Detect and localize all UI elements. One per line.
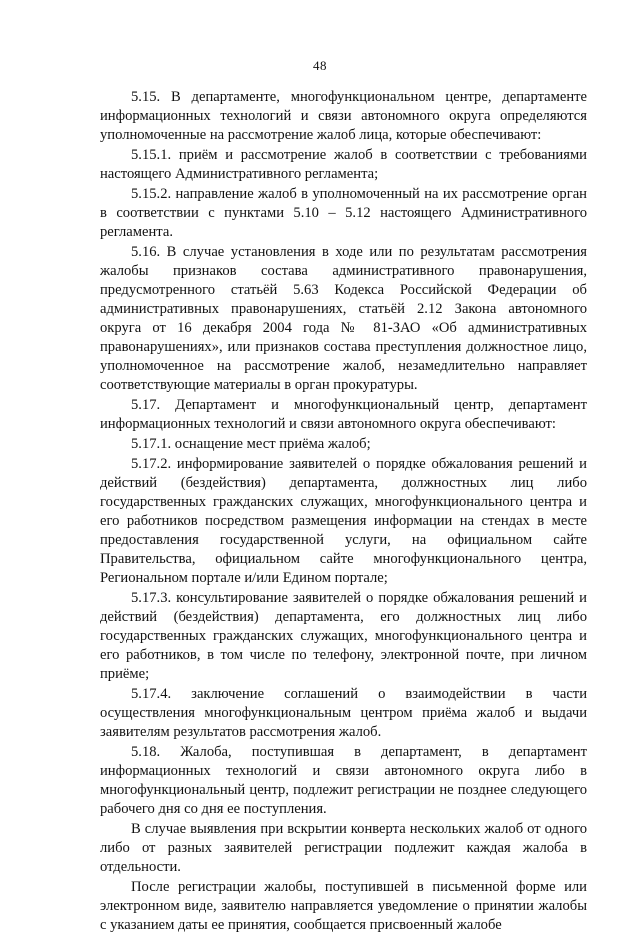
paragraph-5-17-1: 5.17.1. оснащение мест приёма жалоб; [131, 436, 371, 452]
paragraph-5-17: 5.17. Департамент и многофункциональный центр, департамент информационных технологий и связи автономного округа обеспечивают: [100, 397, 587, 432]
paragraph-5-15-1: 5.15.1. приём и рассмотрение жалоб в соответствии с требованиями настоящего Административного регламента; [100, 147, 587, 182]
paragraph-5-17-3: 5.17.3. консультирование заявителей о порядке обжалования решений и действий (бездействия) департамента, его должностных лиц либо государственных гражданских служащих, многофункционального центра и его работников, в том числе по телефону, электронной почте, при личном приёме; [100, 590, 587, 682]
paragraph-5-15-2: 5.15.2. направление жалоб в уполномоченный на их рассмотрение орган в соответствии с пунктами 5.10 – 5.12 настоящего Административного регламента. [100, 186, 587, 240]
paragraph-5-17-2: 5.17.2. информирование заявителей о порядке обжалования решений и действий (бездействия) департамента, должностных лиц либо государственных гражданских служащих, многофункционального центра и его работников посредством размещения информации на стендах в месте предоставления государственной услуги, на официальном сайте Правительства, официальном сайте многофункционального центра, Региональном портале и/или Едином портале; [100, 456, 587, 586]
document-body [100, 88, 587, 936]
paragraph-5-16: 5.16. В случае установления в ходе или по результатам рассмотрения жалобы признаков состава административного правонарушения, предусмотренного статьёй 5.63 Кодекса Российской Федерации об административных правонарушениях, статьёй 2.12 Закона автономного округа от 16 декабря 2004 года № 81-ЗАО «Об административных правонарушениях», или признаков состава преступления должностное лицо, уполномоченное на рассмотрение жалоб, незамедлительно направляет соответствующие материалы в орган прокуратуры. [100, 244, 587, 393]
paragraph-5-15: 5.15. В департаменте, многофункциональном центре, департаменте информационных технологий и связи автономного округа определяются уполномоченные на рассмотрение жалоб лица, которые обеспечивают: [100, 89, 587, 143]
paragraph-registration-notice: После регистрации жалобы, поступившей в письменной форме или электронном виде, заявителю направляется уведомление о принятии жалобы с указанием даты ее принятия, сообщается присвоенный жалобе [100, 879, 587, 933]
paragraph-5-17-4: 5.17.4. заключение соглашений о взаимодействии в части осуществления многофункциональным центром приёма жалоб и выдачи заявителям результатов рассмотрения жалоб. [100, 686, 587, 740]
paragraph-multiple-complaints: В случае выявления при вскрытии конверта нескольких жалоб от одного либо от разных заявителей регистрации подлежит каждая жалоба в отдельности. [100, 821, 587, 875]
paragraph-5-18: 5.18. Жалоба, поступившая в департамент, в департамент информационных технологий и связи автономного округа либо в многофункциональный центр, подлежит регистрации не позднее следующего рабочего дня со дня ее поступления. [100, 744, 587, 817]
page-number: 48 [313, 58, 327, 73]
